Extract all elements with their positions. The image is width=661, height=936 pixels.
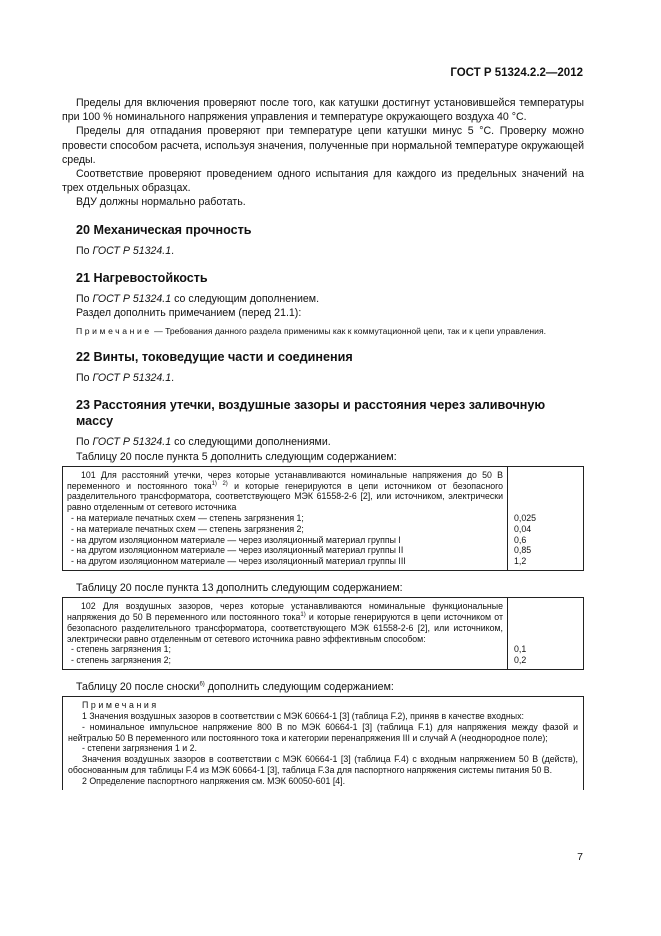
section-20-text: По ГОСТ Р 51324.1. [76, 244, 175, 257]
intro-paragraph-4: ВДУ должны нормально работать. [76, 196, 246, 209]
standard-reference: ГОСТ Р 51324.1 [92, 436, 172, 449]
section-22-heading: 22 Винты, токоведущие части и соединения [76, 350, 353, 365]
table-2-intro: Таблицу 20 после пункта 13 дополнить следующим содержанием: [76, 582, 403, 595]
table-3-intro: Таблицу 20 после сноски$^{6)}$ дополнить следующим содержанием: [76, 681, 394, 693]
intro-paragraph-2: Пределы для отпадания проверяют при температуре цепи катушки минус 5 °С. Проверку можно провести способом расчета, используя значения, полученные при нормальной температуре окружающей среды. [62, 125, 584, 166]
note-item: - степени загрязнения 1 и 2. [82, 743, 197, 754]
table-row-label: - на материале печатных схем — степень загрязнения 2; [71, 523, 304, 534]
table-row-label: - на другом изоляционном материале — через изоляционный материал группы II [71, 545, 404, 556]
section-21-text-2: Раздел дополнить примечанием (перед 21.1): [76, 307, 302, 320]
section-22-text: По ГОСТ Р 51324.1. [76, 372, 175, 385]
notes-box [62, 696, 584, 789]
page-number: 7 [577, 851, 583, 863]
table-row-label: - на другом изоляционном материале — через изоляционный материал группы III [71, 556, 406, 567]
table-value: 0,2 [514, 655, 527, 666]
section-23-text-1: По ГОСТ Р 51324.1 со следующими дополнениями. [76, 436, 331, 449]
notes-cell [63, 697, 584, 790]
section-20-heading: 20 Механическая прочность [76, 222, 252, 237]
standard-reference: ГОСТ Р 51324.1 [92, 292, 172, 305]
table-value: 0,025 [514, 513, 537, 524]
document-header: ГОСТ Р 51324.2.2—2012 [450, 67, 583, 79]
table-cell-values [508, 598, 584, 670]
note-item: - номинальное импульсное напряжение 800 В по МЭК 60664-1 [3] (таблица F.1) для напряжения между фазой и нейтралью 50 В переменного или постоянного тока и категории перенапряжения III и случай А (неоднородное поле); [68, 721, 578, 743]
note-label: Примечание [76, 326, 152, 337]
note-item: Значения воздушных зазоров в соответствии с МЭК 60664-1 [3] (таблица F.4) с входным напряжением 50 В (действ), обоснованным для таблицы F.4 из МЭК 60664-1 [3], таблица F.3а для паспортного напряжения системы питания 50 В. [68, 754, 578, 775]
notes-title: Примечания [82, 700, 159, 711]
section-23-text-2: Таблицу 20 после пункта 5 дополнить следующим содержанием: [76, 450, 397, 463]
table-cell-text: 102 Для воздушных зазоров, через которые устанавливаются номинальные функциональные напряжения до 50 В переменного или постоянного тока$^{1)}$ и которые генерируются в цепи источником от безопасного разделительного трансформатора, соответствующего МЭК 61558-2-6 [2], или источником, электрически равно отделенным от сетевого источника равно эффективным способом: - степень загрязнения 1; - степень загрязнения 2; [63, 598, 508, 670]
table-row-label: - степень загрязнения 2; [71, 655, 171, 666]
page-content [62, 96, 584, 790]
table-value: 0,85 [514, 545, 532, 556]
table-value: 1,2 [514, 556, 527, 567]
section-23-heading: 23 Расстояния утечки, воздушные зазоры и расстояния через заливочную массу [76, 398, 546, 429]
table-value: 0,04 [514, 523, 532, 534]
section-21-heading: 21 Нагревостойкость [76, 270, 208, 285]
table-row [63, 466, 584, 570]
table-row [63, 697, 584, 790]
standard-reference: ГОСТ Р 51324.1 [92, 372, 172, 385]
standard-reference: ГОСТ Р 51324.1 [92, 244, 172, 257]
note-item: 2 Определение паспортного напряжения см. МЭК 60050-601 [4]. [82, 775, 346, 786]
table-cell-values [508, 466, 584, 570]
table-clearance [62, 597, 584, 670]
table-creepage [62, 466, 584, 571]
table-row-label: - на другом изоляционном материале — через изоляционный материал группы I [71, 534, 401, 545]
table-row-label: - на материале печатных схем — степень загрязнения 1; [71, 513, 304, 524]
table-value: 0,6 [514, 534, 527, 545]
table-cell-text: 101 Для расстояний утечки, через которые устанавливаются номинальные напряжения до 50 В переменного и постоянного тока$^{1) 2)}$ и которые генерируются в цепи источником от безопасного разделительного трансформатора, соответствующего МЭК 61558-2-6 [2], или источником, электрически равно отделенным от сетевого источника - на материале печатных схем — степень загрязнения 1; - на материале печатных схем — степень загрязнения 2; - на другом изоляционном материале — через изоляционный материал группы I - на другом изоляционном материале — через изоляционный материал группы II - на другом изоляционном материале — через изоляционный материал группы III [63, 466, 508, 570]
section-21-note: Примечание — Требования данного раздела применимы как к коммутационной цепи, так и к цепи управления. [76, 326, 546, 337]
table-row-label: - степень загрязнения 1; [71, 644, 171, 655]
note-item: 1 Значения воздушных зазоров в соответствии с МЭК 60664-1 [3] (таблица F.2), приняв в качестве входных: [82, 711, 524, 721]
table-row [63, 598, 584, 670]
section-21-text-1: По ГОСТ Р 51324.1 со следующим дополнением. [76, 292, 320, 305]
intro-paragraph-1: Пределы для включения проверяют после того, как катушки достигнут установившейся температуры при 100 % номинального напряжения управления и температуре окружающего воздуха 40 °С. [62, 97, 584, 124]
table-value: 0,1 [514, 644, 527, 655]
intro-paragraph-3: Соответствие проверяют проведением одного испытания для каждого из предельных значений на трех отдельных образцах. [62, 168, 584, 195]
